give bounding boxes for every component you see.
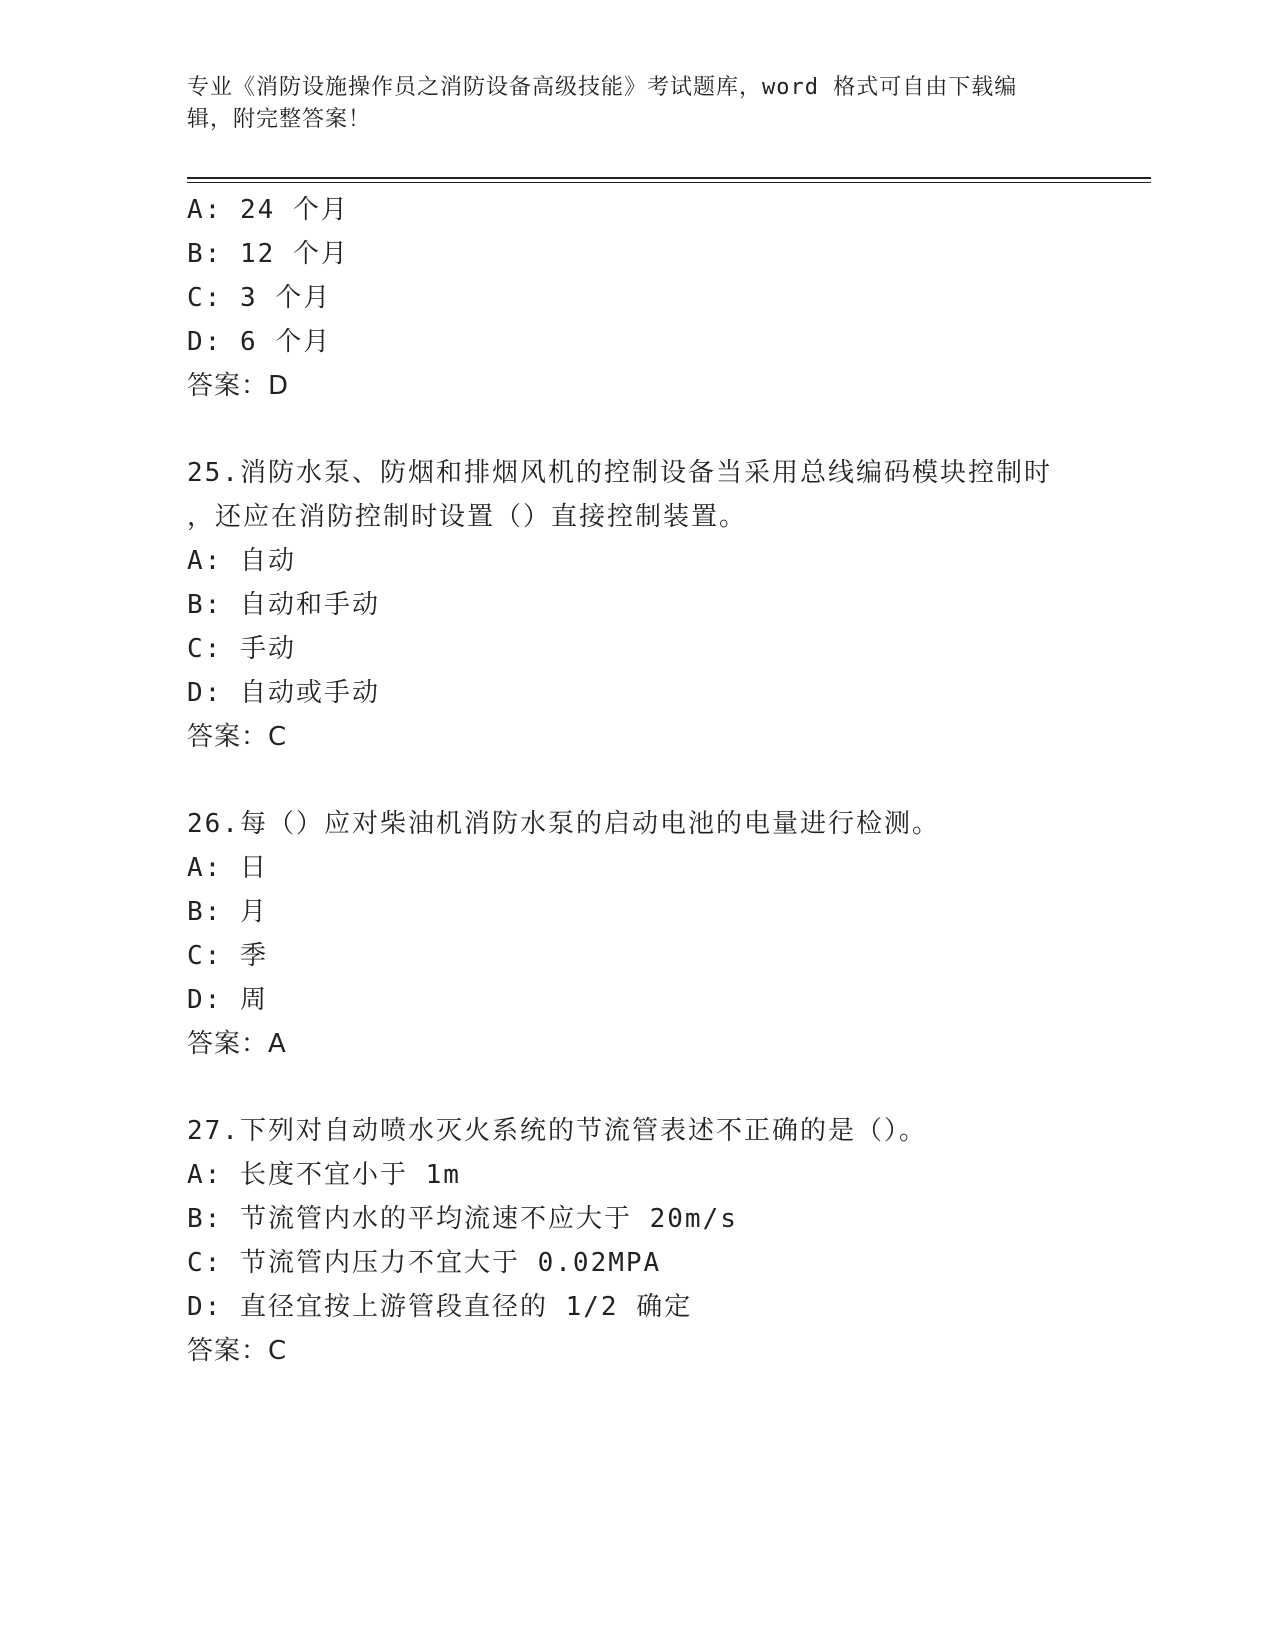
question-25-option-b: B: 自动和手动: [187, 590, 380, 620]
header-divider-thick: [187, 177, 1151, 179]
question-27-option-b: B: 节流管内水的平均流速不应大于 20m/s: [187, 1204, 738, 1234]
question-27-option-d: D: 直径宜按上游管段直径的 1/2 确定: [187, 1292, 693, 1322]
question-25-stem-line-1: 25.消防水泵、防烟和排烟风机的控制设备当采用总线编码模块控制时: [187, 458, 1052, 488]
question-26-option-d: D: 周: [187, 985, 268, 1015]
question-26-stem-line-1: 26.每（）应对柴油机消防水泵的启动电池的电量进行检测。: [187, 809, 940, 839]
question-27-option-a: A: 长度不宜小于 1m: [187, 1160, 461, 1190]
prev-option-b: B: 12 个月: [187, 239, 349, 269]
question-26-answer: 答案：A: [187, 1029, 287, 1059]
document-header: [187, 72, 1067, 136]
prev-answer: 答案：D: [187, 371, 290, 401]
header-line-2: 辑，附完整答案！: [187, 107, 372, 132]
question-25-option-c: C: 手动: [187, 634, 296, 664]
question-26-option-c: C: 季: [187, 941, 268, 971]
question-26-option-a: A: 日: [187, 853, 268, 883]
prev-option-a: A: 24 个月: [187, 195, 349, 225]
question-26-option-b: B: 月: [187, 897, 268, 927]
prev-option-d: D: 6 个月: [187, 327, 332, 357]
question-27-option-c: C: 节流管内压力不宜大于 0.02MPA: [187, 1248, 662, 1278]
question-25-option-d: D: 自动或手动: [187, 678, 380, 708]
header-line-1: 专业《消防设施操作员之消防设备高级技能》考试题库，word 格式可自由下载编: [187, 75, 1018, 100]
prev-option-c: C: 3 个月: [187, 283, 332, 313]
question-25-option-a: A: 自动: [187, 546, 296, 576]
question-27-answer: 答案：C: [187, 1336, 288, 1366]
question-25-answer: 答案：C: [187, 722, 288, 752]
question-25-stem-line-2: ，还应在消防控制时设置（）直接控制装置。: [187, 502, 748, 532]
question-27-stem-line-1: 27.下列对自动喷水灭火系统的节流管表述不正确的是（）。: [187, 1116, 927, 1146]
header-divider-thin: [187, 182, 1151, 183]
